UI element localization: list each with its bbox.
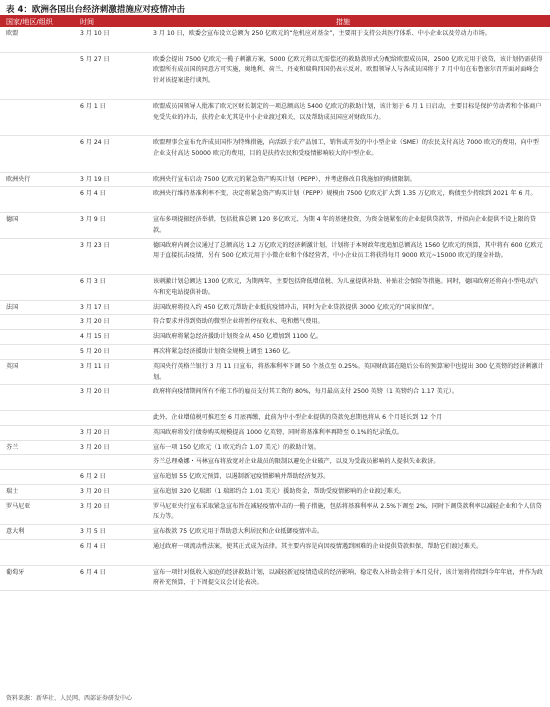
table-row xyxy=(0,411,550,426)
row-measure: 宣布一项针对低收入家庭的经济救助计划，以减轻新冠疫情造成的经济影响，稳定收入补助金将于本月兑付，该计划将持续到今年年底，并作为政府补充预算，于下周提交议会讨论表决。 xyxy=(153,568,543,587)
row-date: 3 月 23 日 xyxy=(80,241,110,249)
row-country: 德国 xyxy=(6,215,19,223)
table-row xyxy=(0,441,550,456)
row-measure: 欧洲央行宣布启动 7500 亿欧元的紧急资产购买计划（PEPP），并考虑修改自我施加的购债限制。 xyxy=(153,175,416,183)
row-date: 6 月 4 日 xyxy=(80,568,106,576)
table-row xyxy=(0,485,550,500)
row-measure: 通过政府一项流动性法案，使其正式成为法律。其主要内容是向因疫情遇到困难的企业提供贷款担保，帮助它们渡过难关。 xyxy=(153,543,483,551)
row-country: 英国 xyxy=(6,362,19,370)
row-date: 3 月 20 日 xyxy=(80,428,110,436)
row-measure: 法国政府将紧急经济援助计划资金从 450 亿增加到 1100 亿。 xyxy=(153,333,322,341)
table-row xyxy=(0,275,550,301)
table-row xyxy=(0,53,550,100)
row-country: 葡萄牙 xyxy=(6,568,25,576)
row-measure: 欧洲央行维持基准利率不变，决定将紧急资产购买计划（PEPP）规模由 7500 亿欧元扩大到 1.35 万亿欧元，购债至少持续到 2021 年 6 月。 xyxy=(153,190,537,198)
row-date: 3 月 20 日 xyxy=(80,502,110,510)
header-measure: 措施 xyxy=(336,17,350,26)
row-measure: 政府将向疫情期间所有不能工作的雇员支付其工资的 80%，每月最高支付 2500 英镑（1 英镑约合 1.17 美元）。 xyxy=(153,388,458,396)
row-measure: 宣布追加 55 亿欧元预算，以遏制新冠疫情影响并帮助经济复苏。 xyxy=(153,473,330,481)
table-row xyxy=(0,330,550,345)
row-country: 瑞士 xyxy=(6,487,19,495)
table-title: 表 4：欧洲各国出台经济刺激措施应对疫情冲击 xyxy=(6,5,185,15)
table-row xyxy=(0,540,550,566)
row-measure: 此外，企业增值税可推迟至 6 月底再缴，此前为中小型企业提供的贷款免息期也将从 6 个月延长到 12 个月 xyxy=(153,413,443,421)
row-date: 6 月 4 日 xyxy=(80,190,106,198)
header-date: 时间 xyxy=(80,17,94,26)
row-measure: 芬兰总理桑娜・马林宣布将放宽对企业裁员的限制以避免企业破产，以及为受裁员影响的人提供失业救济。 xyxy=(153,458,440,466)
row-measure: 3 月 10 日，欧委会宣布设立总额为 250 亿欧元的“危机应对基金”，主要用于支持公共医疗体系、中小企业以及劳动力市场。 xyxy=(153,30,491,37)
row-country: 欧盟 xyxy=(6,30,19,37)
table-row xyxy=(0,213,550,239)
row-date: 3 月 10 日 xyxy=(80,30,110,37)
row-measure: 该刺激计划总额达 1300 亿欧元，为期两年，主要包括降低增值税、为儿童提供补助、补贴社会保险等措施。同时，德国政府还将向小型电动汽车和充电站提供补助。 xyxy=(153,277,539,296)
table-row xyxy=(0,301,550,316)
table-row xyxy=(0,385,550,411)
table-header xyxy=(0,15,550,27)
table-row xyxy=(0,455,550,470)
row-date: 4 月 15 日 xyxy=(80,333,110,341)
row-measure: 欧盟成员国领导人批准了欧元区财长制定的一项总额高达 5400 亿欧元的救助计划，该计划于 6 月 1 日启动，主要目标是保护劳动者和个体商户免受失业的冲击，扶持企业尤其是中小企业渡过难关，以及帮助成员国应对财政压力。 xyxy=(153,102,542,121)
row-measure: 英国政府将发行债券购买规模提高 1000 亿英镑，同时将基准利率再降至 0.1%的纪录低点。 xyxy=(153,428,404,436)
row-date: 3 月 9 日 xyxy=(80,215,106,223)
table-row xyxy=(0,239,550,275)
table-row xyxy=(0,315,550,330)
table-row xyxy=(0,360,550,386)
row-date: 3 月 20 日 xyxy=(80,318,110,326)
row-measure: 宣布拨款 75 亿欧元用于帮助意大利居民和企业抵御疫情冲击。 xyxy=(153,528,324,536)
table-row xyxy=(0,470,550,485)
row-date: 6 月 1 日 xyxy=(80,102,106,110)
table-row xyxy=(0,345,550,360)
row-date: 3 月 19 日 xyxy=(80,175,110,183)
row-date: 3 月 11 日 xyxy=(80,362,110,370)
table-row xyxy=(0,566,550,592)
table-row xyxy=(0,100,550,136)
table-body xyxy=(0,27,550,591)
row-date: 3 月 17 日 xyxy=(80,303,110,311)
row-measure: 符合要求并得到资助的微型企业将暂停征收水、电和燃气费用。 xyxy=(153,318,324,326)
row-date: 6 月 4 日 xyxy=(80,543,106,551)
row-date: 3 月 20 日 xyxy=(80,487,110,495)
table-row xyxy=(0,27,550,53)
row-date: 5 月 20 日 xyxy=(80,347,110,355)
row-date: 5 月 27 日 xyxy=(80,55,110,63)
row-measure: 英国央行英格兰银行 3 月 11 日宣布，将基准利率下调 50 个基点至 0.25%。英国财政部在随后公布的预算案中也提出 300 亿英镑的经济刺激计划。 xyxy=(153,362,544,381)
table-row xyxy=(0,426,550,441)
row-measure: 欧委会提出 7500 亿欧元一揽子刺激方案，5000 亿欧元将以无需偿还的救助款形式分配给欧盟成员国，2500 亿欧元用于放贷，该计划仍需获得欧盟所有成员国的同意方可实施，奥地利、荷兰、丹麦和瑞典四国仍表示反对。欧盟领导人与各成员国将于 7 月中旬在布鲁塞尔召开面对面峰会针对该提案进行谈判。 xyxy=(153,55,543,85)
row-country: 意大利 xyxy=(6,528,25,536)
header-country: 国家/地区/组织 xyxy=(6,17,53,26)
row-measure: 德国政府内阁会议通过了总额高达 1.2 万亿欧元的经济刺激计划，计划将于本财政年度追加总额高达 1560 亿欧元的预算，其中将有 600 亿欧元用于直接抗击疫情，另有 500 亿欧元用于小微企业和个体经营者，中小企业员工将获得每月 9000 欧元~15000 欧元的现金补助。 xyxy=(153,241,543,260)
table-row xyxy=(0,525,550,540)
row-country: 法国 xyxy=(6,303,19,311)
row-measure: 罗马尼亚央行宣布采取紧急宣布旨在减轻疫情冲击的一揽子措施，包括将基准利率从 2.5%下调至 2%，同时下调贷款利率以减轻企业和个人信贷压力等。 xyxy=(153,502,542,521)
table-row xyxy=(0,136,550,172)
row-date: 3 月 20 日 xyxy=(80,443,110,451)
source-note: 资料来源：新华社、人民网、西部证券研发中心 xyxy=(6,695,133,702)
row-measure: 宣布追加 320 亿瑞郎（1 瑞郎约合 1.01 美元）援助资金，帮助受疫情影响的企业渡过难关。 xyxy=(153,487,406,495)
row-country: 芬兰 xyxy=(6,443,19,451)
table-row xyxy=(0,187,550,213)
row-country: 欧洲央行 xyxy=(6,175,31,183)
row-date: 6 月 2 日 xyxy=(80,473,106,481)
table-row xyxy=(0,173,550,188)
row-measure: 欧盟理事会宣布允许成员国作为特殊措施，向活跃于农产品加工，销售或开发的中小型企业（SME）的农民支付高达 7000 欧元的费用，向中型企业支付高达 50000 欧元的费用，目的是扶持农民和受疫情影响较大的中型企业。 xyxy=(153,139,539,157)
row-measure: 再次将紧急经济援助计划资金规模上调至 1360 亿。 xyxy=(153,347,295,355)
table-row xyxy=(0,500,550,526)
row-measure: 法国政府将投入约 450 亿欧元帮助企业抵抗疫情冲击，同时为企业贷款提供 3000 亿欧元的“国家担保”。 xyxy=(153,303,438,311)
row-measure: 宣布一项 150 亿欧元（1 欧元约合 1.07 美元）的救助计划。 xyxy=(153,443,320,451)
row-date: 3 月 5 日 xyxy=(80,528,106,536)
row-date: 6 月 24 日 xyxy=(80,139,110,147)
row-date: 6 月 3 日 xyxy=(80,277,106,285)
row-date: 3 月 20 日 xyxy=(80,388,110,396)
row-measure: 宣布多项提振经济举措，包括批准总额 120 多亿欧元、为期 4 年的基建投资，为资金链紧张的企业提供贷款等，并拟向企业提供不设上限的贷款。 xyxy=(153,215,536,234)
row-country: 罗马尼亚 xyxy=(6,502,31,510)
